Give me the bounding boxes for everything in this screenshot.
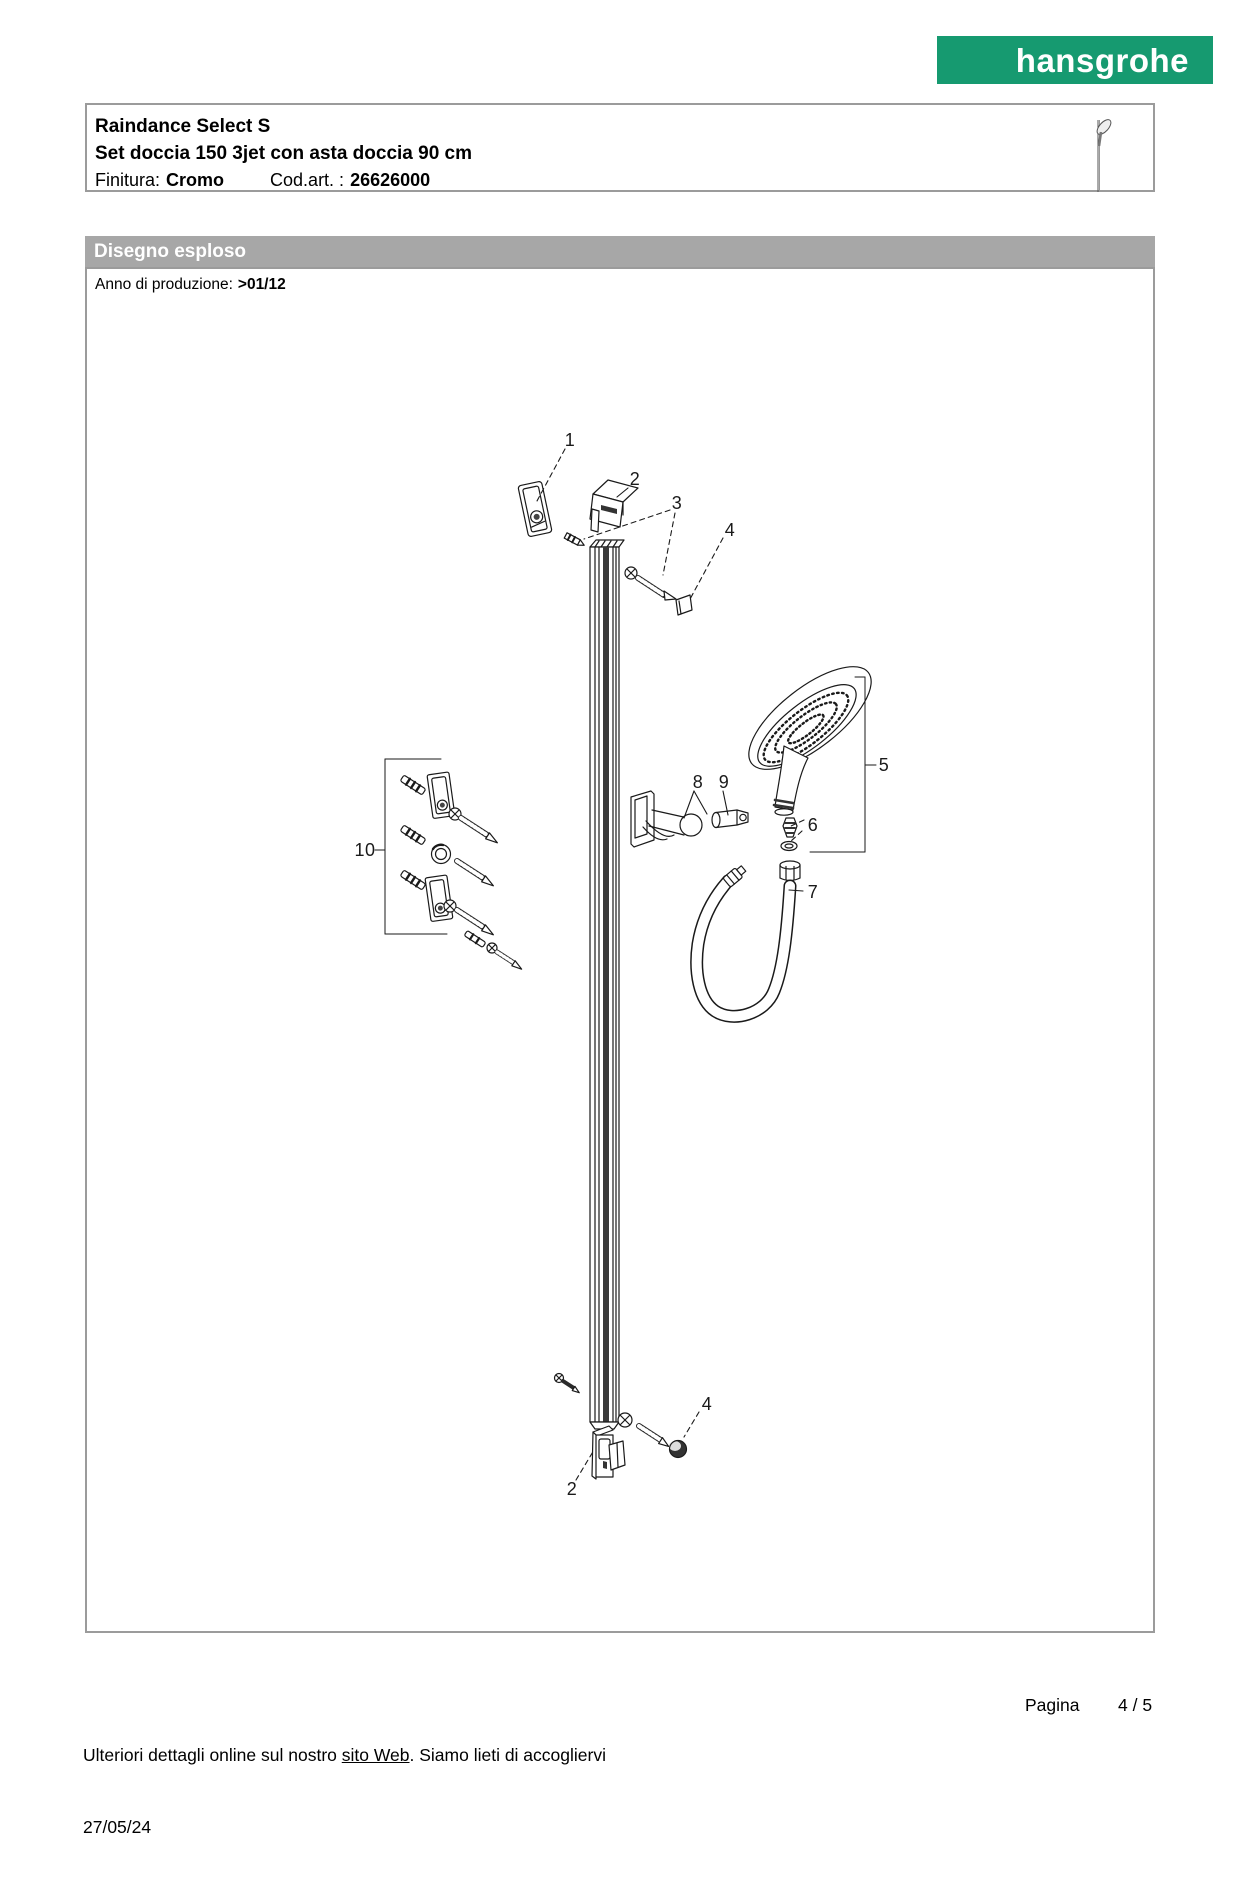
part-label-1: 1 [564,430,576,450]
section-title: Disegno esploso [94,240,247,262]
page-label: Pagina [1025,1695,1080,1715]
code-value: 26626000 [350,170,431,190]
part-label-4: 4 [701,1394,713,1414]
product-meta [95,167,1153,193]
footer-text-before: Ulteriori dettagli online sul nostro [83,1745,342,1765]
part-label-9: 9 [718,772,730,792]
part-label-4: 4 [724,520,736,540]
code-label: Cod.art. : [270,170,345,190]
page-number: 4 / 5 [1118,1695,1153,1715]
exploded-diagram-box [85,267,1155,1633]
part-label-2: 2 [566,1479,578,1499]
sito-web-link[interactable]: sito Web [341,1745,410,1765]
part-label-10: 10 [354,840,376,860]
footer-left [83,1695,606,1887]
product-subtitle: Set doccia 150 3jet con asta doccia 90 cm [95,143,473,164]
footer-date: 27/05/24 [83,1817,152,1837]
part-label-8: 8 [692,772,704,792]
product-title: Raindance Select S [95,116,271,137]
production-year [95,276,286,294]
production-value: >01/12 [237,276,286,293]
part-label-5: 5 [878,755,890,775]
finish-value: Cromo [166,170,225,190]
footer-line1 [83,1743,606,1767]
hansgrohe-logo [937,36,1213,84]
logo-text: hansgrohe [1015,41,1189,79]
footer-text-after: . Siamo lieti di accogliervi [409,1745,606,1765]
section-header-bar [85,236,1155,267]
finish-label: Finitura: [95,170,161,190]
product-thumbnail-drawing [1081,114,1125,194]
product-header-box [85,103,1155,192]
part-label-3: 3 [671,493,683,513]
part-label-6: 6 [807,815,819,835]
part-label-2: 2 [629,469,641,489]
production-label: Anno di produzione: [95,276,233,293]
part-labels-layer [87,269,1153,1631]
part-label-7: 7 [807,882,819,902]
